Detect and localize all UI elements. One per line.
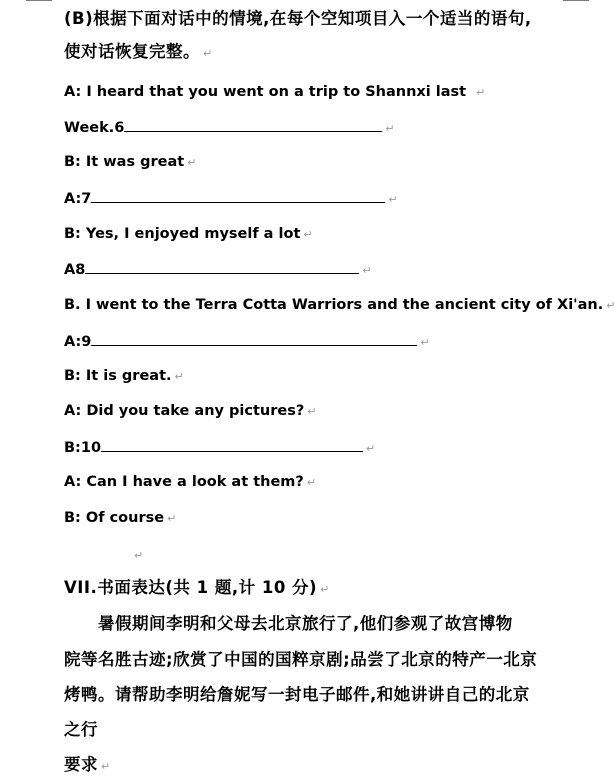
dialogue-text: A: Did you take any pictures? bbox=[64, 403, 305, 419]
dialogue-text: A8 bbox=[64, 262, 86, 278]
prompt-line-2 bbox=[64, 650, 537, 670]
section-heading-text: VII.书面表达(共 1 题,计 10 分) bbox=[64, 578, 318, 597]
section-vii-heading bbox=[64, 578, 330, 600]
dialogue-line-11 bbox=[64, 437, 375, 459]
dialogue-line-5 bbox=[64, 224, 313, 245]
dialogue-text: B: Of course bbox=[64, 510, 165, 526]
dialogue-text: B. I went to the Terra Cotta Warriors and the ancient city of Xi'an. bbox=[64, 297, 604, 313]
paragraph-mark: ↵ bbox=[307, 405, 317, 418]
prompt-line-1 bbox=[64, 614, 513, 634]
answer-blank-6[interactable] bbox=[124, 117, 382, 132]
dialogue-text: B:10 bbox=[64, 440, 102, 456]
prompt-line-4 bbox=[64, 720, 98, 740]
dialogue-line-2 bbox=[64, 117, 395, 139]
paragraph-mark: ↵ bbox=[420, 336, 430, 349]
paragraph-mark: ↵ bbox=[362, 264, 372, 277]
instruction-text-2: 使对话恢复完整。 bbox=[64, 42, 200, 61]
requirements-label bbox=[64, 755, 111, 777]
prompt-text: 烤鸭。请帮助李明给詹妮写一封电子邮件,和她讲讲自己的北京 bbox=[64, 685, 530, 704]
dialogue-line-13 bbox=[64, 508, 176, 529]
dialogue-text: A: Can I have a look at them? bbox=[64, 474, 304, 490]
dialogue-line-7 bbox=[64, 295, 615, 316]
paragraph-mark: ↵ bbox=[101, 760, 111, 773]
page-corner-mark-left bbox=[26, 0, 52, 1]
paragraph-mark: ↵ bbox=[303, 228, 313, 241]
dialogue-text: A:7 bbox=[64, 191, 92, 207]
dialogue-text: Week.6 bbox=[64, 120, 125, 136]
paragraph-mark: ↵ bbox=[167, 512, 177, 525]
dialogue-line-12 bbox=[64, 472, 316, 493]
paragraph-mark: ↵ bbox=[187, 156, 197, 169]
prompt-line-3 bbox=[64, 685, 530, 705]
dialogue-line-1 bbox=[64, 82, 485, 103]
answer-blank-9[interactable] bbox=[91, 331, 417, 346]
prompt-text: 之行 bbox=[64, 720, 98, 739]
answer-blank-10[interactable] bbox=[101, 437, 363, 452]
dialogue-line-6 bbox=[64, 259, 372, 281]
paragraph-mark: ↵ bbox=[174, 370, 184, 383]
dialogue-text: B: It is great. bbox=[64, 368, 172, 384]
dialogue-text: A: I heard that you went on a trip to Shannxi last bbox=[64, 84, 467, 100]
paragraph-mark: ↵ bbox=[320, 583, 330, 596]
dialogue-text: B: It was great bbox=[64, 154, 185, 170]
instruction-line-2 bbox=[64, 42, 213, 64]
answer-blank-8[interactable] bbox=[85, 259, 359, 274]
paragraph-mark: ↵ bbox=[388, 193, 398, 206]
empty-paragraph bbox=[131, 545, 143, 566]
dialogue-line-8 bbox=[64, 331, 430, 353]
paragraph-mark: ↵ bbox=[134, 549, 144, 562]
answer-blank-7[interactable] bbox=[91, 188, 385, 203]
dialogue-line-10 bbox=[64, 401, 316, 422]
prompt-text: 院等名胜古迹;欣赏了中国的国粹京剧;品尝了北京的特产一北京 bbox=[64, 650, 538, 669]
dialogue-text: A:9 bbox=[64, 334, 92, 350]
dialogue-line-9 bbox=[64, 366, 184, 387]
paragraph-mark: ↵ bbox=[606, 299, 615, 312]
paragraph-mark: ↵ bbox=[476, 86, 486, 99]
paragraph-mark: ↵ bbox=[385, 122, 395, 135]
dialogue-line-4 bbox=[64, 188, 398, 210]
instruction-line-1 bbox=[64, 9, 532, 29]
page-corner-mark-right bbox=[563, 0, 589, 1]
dialogue-text: B: Yes, I enjoyed myself a lot bbox=[64, 226, 301, 242]
requirements-text: 要求 bbox=[64, 755, 98, 774]
paragraph-mark: ↵ bbox=[203, 47, 213, 60]
prompt-text: 暑假期间李明和父母去北京旅行了,他们参观了故宫博物 bbox=[98, 614, 513, 633]
instruction-text-1: (B)根据下面对话中的情境,在每个空知项目入一个适当的语句, bbox=[64, 9, 532, 28]
dialogue-line-3 bbox=[64, 152, 196, 173]
paragraph-mark: ↵ bbox=[366, 442, 376, 455]
paragraph-mark: ↵ bbox=[306, 476, 317, 489]
